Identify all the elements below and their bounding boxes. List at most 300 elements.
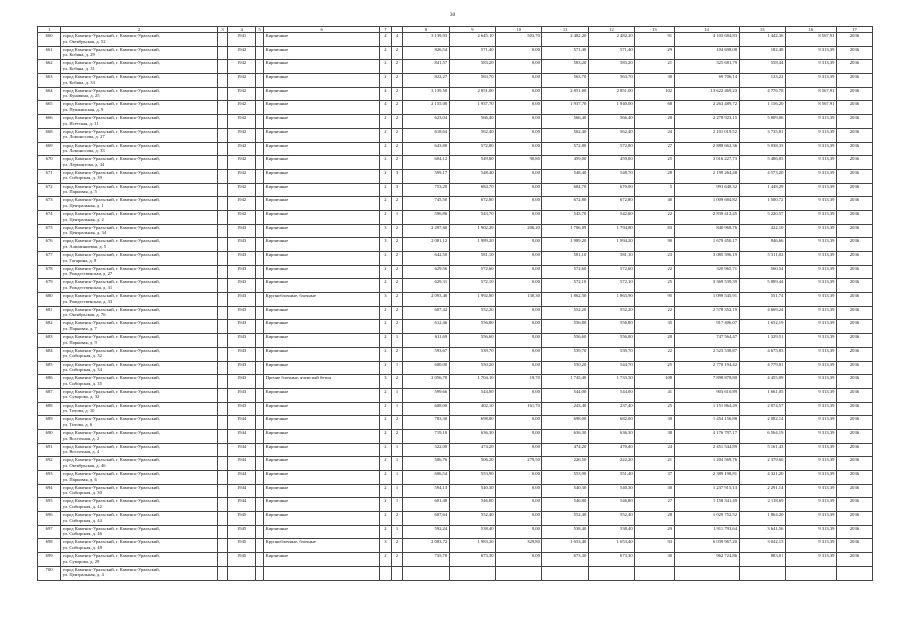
address-line-2: ул. Ломоносова, д. 33 (62, 148, 105, 154)
address-line-2: ул. Октябрьская, д. 52 (62, 38, 106, 44)
table-cell: 2 082,14 (739, 416, 785, 430)
table-cell (61, 429, 218, 443)
table-cell: 563,70 (588, 74, 634, 88)
table-cell: 606,54 (403, 471, 449, 485)
table-cell: 1 156,20 (739, 101, 785, 115)
table-cell: 665 (38, 101, 61, 115)
address-line-2: ул. Парковая, д. 6 (62, 476, 97, 482)
table-cell: 27 (635, 142, 674, 156)
table-cell: 9 313,39 (785, 320, 836, 334)
table-cell: 2 (380, 210, 392, 224)
table-cell: 562,40 (588, 128, 634, 142)
table-cell (61, 539, 218, 553)
address-line-1: город Каменск-Уральский, г. Каменск-Уральский, (62, 512, 160, 518)
table-cell: 700 (38, 566, 61, 580)
table-cell: 1944 (228, 498, 256, 512)
table-cell: 2 (380, 169, 392, 183)
table-cell: Кирпичные (264, 306, 380, 320)
address-line-1: город Каменск-Уральский, г. Каменск-Уральский, (62, 429, 160, 435)
address-line-1: город Каменск-Уральский, г. Каменск-Уральский, (62, 156, 160, 162)
table-cell: 2 (391, 553, 403, 567)
table-cell: 1 940,00 (588, 101, 634, 115)
table-cell: 544,00 (542, 388, 588, 402)
table-cell: 903 610,89 (674, 388, 739, 402)
table-cell (256, 183, 264, 197)
table-cell: 1942 (228, 183, 256, 197)
table-cell: 2 389 198,81 (674, 471, 739, 485)
table-cell: 2036 (836, 388, 872, 402)
table-cell: 4 779,81 (739, 361, 785, 375)
table-cell: 672,80 (588, 197, 634, 211)
table-cell: 698,00 (449, 416, 495, 430)
table-cell: 1 329,51 (739, 334, 785, 348)
table-cell: 2036 (836, 498, 872, 512)
header-cell: 8 (403, 27, 449, 33)
table-cell: 9 313,39 (785, 388, 836, 402)
table-cell: 546,80 (542, 498, 588, 512)
table-cell: 670 (38, 156, 61, 170)
table-cell: 677 (38, 252, 61, 266)
table-cell: 2 (391, 512, 403, 526)
table-cell: 237,40 (588, 402, 634, 416)
table-cell (217, 402, 227, 416)
table-cell (217, 183, 227, 197)
table-cell (61, 484, 218, 498)
table-cell (256, 265, 264, 279)
address-line-1: город Каменск-Уральский, г. Каменск-Уральский, (62, 388, 160, 394)
table-cell (739, 566, 785, 580)
address-line-2: ул. Парковая, д. 9 (62, 339, 97, 345)
table-cell: 0,00 (496, 183, 542, 197)
table-cell: 1945 (228, 539, 256, 553)
table-cell: 2 297,60 (403, 224, 449, 238)
table-cell: 1 (391, 457, 403, 471)
table-cell (674, 566, 739, 580)
table-cell: Кирпичные (264, 498, 380, 512)
table-cell: 9 313,39 (785, 471, 836, 485)
table-cell: 4 (380, 87, 392, 101)
table-cell: 161,70 (496, 402, 542, 416)
address-line-1: город Каменск-Уральский, г. Каменск-Уральский, (62, 498, 160, 504)
table-cell: 1943 (228, 334, 256, 348)
table-cell: 2 278 923,15 (674, 115, 739, 129)
table-cell: 1943 (228, 375, 256, 389)
table-cell: 0,00 (496, 87, 542, 101)
address-line-1: город Каменск-Уральский, г. Каменск-Уральский, (62, 197, 160, 203)
table-cell: Кирпичные (264, 553, 380, 567)
table-cell: 2 (380, 252, 392, 266)
table-cell: 540,30 (449, 484, 495, 498)
table-cell: 1945 (228, 553, 256, 567)
table-cell: 822,27 (403, 74, 449, 88)
table-cell: 566,40 (588, 115, 634, 129)
table-cell: 1942 (228, 197, 256, 211)
table-cell (256, 484, 264, 498)
table-cell: Кирпичные (264, 101, 380, 115)
table-cell (61, 156, 218, 170)
table-row (38, 306, 873, 320)
table-cell: 548,40 (542, 169, 588, 183)
table-cell: 2 101 019,52 (674, 128, 739, 142)
table-cell: 552,20 (588, 306, 634, 320)
table-cell: Кирпичные (264, 87, 380, 101)
table-cell: 9 313,39 (785, 375, 836, 389)
table-cell: 2 (380, 429, 392, 443)
table-cell: 2 (391, 197, 403, 211)
table-cell: 1942 (228, 46, 256, 60)
table-cell: 3 042,13 (739, 539, 785, 553)
address-line-1: город Каменск-Уральский, г. Каменск-Уральский, (62, 60, 160, 66)
table-cell (256, 293, 264, 307)
table-cell: 2 (380, 334, 392, 348)
table-cell: 1944 (228, 416, 256, 430)
table-cell: 9 313,39 (785, 416, 836, 430)
address-line-1: город Каменск-Уральский, г. Каменск-Уральский, (62, 347, 160, 353)
table-cell (61, 183, 218, 197)
table-cell (264, 566, 380, 580)
table-cell (228, 566, 256, 580)
table-cell: 0,00 (496, 306, 542, 320)
table-cell: 0,00 (496, 416, 542, 430)
table-cell: Кирпичные (264, 197, 380, 211)
address-line-2: ул. Сибирская, д. 32 (62, 353, 102, 359)
table-cell (449, 566, 495, 580)
table-cell (217, 429, 227, 443)
table-cell: 2 155,00 (403, 101, 449, 115)
table-row (38, 498, 873, 512)
table-cell: 2 851,00 (542, 87, 588, 101)
table-cell: 5 311,02 (739, 252, 785, 266)
table-cell: 1 992,80 (449, 293, 495, 307)
table-cell: 9 313,39 (785, 156, 836, 170)
table-cell: 182,48 (739, 46, 785, 60)
table-cell (61, 293, 218, 307)
table-cell: 2 (391, 293, 403, 307)
table-row (38, 183, 873, 197)
table-cell: 9 313,39 (785, 457, 836, 471)
table-cell: 556,80 (449, 320, 495, 334)
table-cell: 1 937,70 (542, 101, 588, 115)
table-cell: 556,80 (542, 320, 588, 334)
table-cell: 2 451 544,89 (674, 443, 739, 457)
table-cell: 684,70 (542, 183, 588, 197)
table-cell: 9 313,39 (785, 183, 836, 197)
table-cell: 2 (380, 46, 392, 60)
table-cell: 27 (635, 498, 674, 512)
table-cell: 693 (38, 471, 61, 485)
table-cell: 2 (391, 320, 403, 334)
table-cell: 3 016 227,73 (674, 156, 739, 170)
table-cell: 1 (391, 484, 403, 498)
table-cell: 671 (38, 169, 61, 183)
address-line-1: город Каменск-Уральский, г. Каменск-Уральский, (62, 539, 160, 545)
address-line-2: ул. Центральная, д. 1 (62, 202, 104, 208)
table-cell: 102 (635, 87, 674, 101)
table-cell: 2 578 352,19 (674, 306, 739, 320)
table-cell (61, 553, 218, 567)
table-cell: 9 313,39 (785, 402, 836, 416)
table-cell (217, 156, 227, 170)
table-cell: 1943 (228, 265, 256, 279)
table-cell: 8 567,91 (785, 33, 836, 47)
table-cell: 21 (635, 60, 674, 74)
table-cell (256, 375, 264, 389)
table-cell: 9 313,39 (785, 553, 836, 567)
table-cell (217, 46, 227, 60)
table-cell (217, 498, 227, 512)
table-cell (61, 525, 218, 539)
table-cell: 2 (380, 74, 392, 88)
table-cell: Кирпичные (264, 115, 380, 129)
table-cell (256, 525, 264, 539)
table-cell: 1944 (228, 471, 256, 485)
table-cell: 546,80 (449, 498, 495, 512)
header-cell: 10 (496, 27, 542, 33)
table-cell: 539,70 (449, 347, 495, 361)
table-cell: 1 864,20 (739, 512, 785, 526)
address-line-1: город Каменск-Уральский, г. Каменск-Уральский, (62, 33, 160, 38)
table-cell: 90 (635, 238, 674, 252)
table-cell: 2036 (836, 115, 872, 129)
table-cell: 680 (38, 293, 61, 307)
table-cell: 2036 (836, 60, 872, 74)
table-cell (61, 74, 218, 88)
table-cell: 676 (38, 238, 61, 252)
table-cell: 2 (391, 87, 403, 101)
table-cell: 604,12 (403, 156, 449, 170)
table-cell: 689 (38, 416, 61, 430)
address-line-1: город Каменск-Уральский, г. Каменск-Уральский, (62, 142, 160, 148)
address-line-2: ул. Гагарина, д. 8 (62, 257, 97, 263)
table-cell (256, 142, 264, 156)
table-cell: 678 (38, 265, 61, 279)
table-cell: 2 851,00 (588, 87, 634, 101)
table-cell: 21 (635, 457, 674, 471)
table-cell: 3 (380, 224, 392, 238)
table-cell: 9 313,39 (785, 498, 836, 512)
table-cell (217, 457, 227, 471)
table-cell: 1 (391, 498, 403, 512)
table-cell: 2 645,10 (449, 33, 495, 47)
table-cell: 0,00 (496, 525, 542, 539)
table-cell: 600,00 (403, 361, 449, 375)
table-cell: 2 (380, 197, 392, 211)
table-cell (61, 471, 218, 485)
address-line-1: город Каменск-Уральский, г. Каменск-Уральский, (62, 210, 160, 216)
table-cell: 540,30 (588, 484, 634, 498)
table-cell: 1943 (228, 388, 256, 402)
table-cell: 566,40 (542, 115, 588, 129)
address-line-1: город Каменск-Уральский, г. Каменск-Уральский, (62, 74, 160, 80)
address-line-1: город Каменск-Уральский, г. Каменск-Уральский, (62, 484, 160, 490)
table-cell: 540,30 (542, 484, 588, 498)
table-cell: 551,40 (588, 471, 634, 485)
table-cell: 0,00 (496, 101, 542, 115)
header-cell: 14 (674, 27, 739, 33)
table-cell: 40 (635, 197, 674, 211)
table-row (38, 293, 873, 307)
address-line-1: город Каменск-Уральский, г. Каменск-Уральский, (62, 375, 160, 381)
table-cell (217, 484, 227, 498)
table-cell: 2 482,20 (542, 33, 588, 47)
table-cell: 1943 (228, 361, 256, 375)
table-cell: 543,70 (542, 210, 588, 224)
header-cell: 5 (256, 27, 264, 33)
table-cell: 4 573,20 (739, 169, 785, 183)
table-cell (256, 347, 264, 361)
table-cell: 1 994,20 (588, 238, 634, 252)
table-cell: Кирпичные (264, 238, 380, 252)
table-cell: 1942 (228, 169, 256, 183)
table-cell: 1943 (228, 238, 256, 252)
table-cell: 0,00 (496, 279, 542, 293)
table-cell: 2036 (836, 457, 872, 471)
table-cell: 9 313,39 (785, 429, 836, 443)
table-cell: 9 313,39 (785, 128, 836, 142)
table-cell (256, 553, 264, 567)
table-cell: 1944 (228, 443, 256, 457)
address-line-2: ул. Октябрьская, д. 46 (62, 462, 106, 468)
table-cell: 551,74 (739, 293, 785, 307)
table-cell (256, 169, 264, 183)
table-cell: 1 (391, 334, 403, 348)
table-cell: 95 (635, 293, 674, 307)
table-cell: 1 706,09 (542, 224, 588, 238)
table-cell: 699 (38, 553, 61, 567)
table-cell: 672,80 (449, 197, 495, 211)
table-cell: 28 (635, 512, 674, 526)
address-line-1: город Каменск-Уральский, г. Каменск-Уральский, (62, 402, 160, 408)
table-cell: 0,00 (496, 484, 542, 498)
table-cell: 682 (38, 320, 61, 334)
table-row (38, 74, 873, 88)
table-cell: 18,70 (496, 375, 542, 389)
table-cell: 2 (380, 183, 392, 197)
table-row (38, 471, 873, 485)
table-cell (217, 471, 227, 485)
table-cell: 93 (635, 539, 674, 553)
table-cell: 583,20 (588, 60, 634, 74)
table-cell: 1943 (228, 306, 256, 320)
table-cell: 9 313,39 (785, 74, 836, 88)
address-line-1: город Каменск-Уральский, г. Каменск-Уральский, (62, 320, 160, 326)
table-cell: Кирпичные (264, 74, 380, 88)
table-cell (61, 142, 218, 156)
table-cell: 636,30 (542, 429, 588, 443)
table-cell: 104 698,08 (674, 46, 739, 60)
table-cell (217, 252, 227, 266)
table-cell: 29 (635, 46, 674, 60)
table-cell: 9 313,39 (785, 361, 836, 375)
table-cell: 0,00 (496, 115, 542, 129)
header-cell: 12 (588, 27, 634, 33)
table-cell: 685 (38, 361, 61, 375)
table-cell (256, 74, 264, 88)
table-cell: 840 968,76 (674, 224, 739, 238)
table-cell: 664 (38, 87, 61, 101)
header-cell: 17 (836, 27, 872, 33)
address-line-2: ул. Кобяна, д. 33 (62, 79, 95, 85)
table-cell: 623,04 (403, 115, 449, 129)
table-cell: 692 (38, 457, 61, 471)
table-cell: 2 (391, 238, 403, 252)
address-line-2: ул. Сибирская, д. 39 (62, 175, 102, 181)
header-cell: 3 (217, 27, 227, 33)
table-cell: 522,00 (403, 443, 449, 457)
table-row (38, 46, 873, 60)
address-line-1: город Каменск-Уральский, г. Каменск-Уральский, (62, 46, 160, 52)
address-line-1: город Каменск-Уральский, г. Каменск-Уральский, (62, 265, 160, 271)
table-cell: 0,00 (496, 553, 542, 567)
table-cell: 28 (635, 115, 674, 129)
table-cell: Кирпичные (264, 33, 380, 47)
table-cell (217, 74, 227, 88)
table-row (38, 210, 873, 224)
table-cell: 629,31 (403, 279, 449, 293)
table-cell: 5 486,05 (739, 156, 785, 170)
table-cell: 1945 (228, 512, 256, 526)
table-cell: 4 669,24 (739, 306, 785, 320)
address-line-2: ул. Рождественская, д. 31 (62, 284, 113, 290)
address-line-2: ул. Рождественская, д. 33 (62, 298, 113, 304)
table-cell: 2036 (836, 252, 872, 266)
address-line-2: ул. Кобяна, д. 31 (62, 65, 95, 71)
table-cell: 618,64 (403, 128, 449, 142)
table-cell: 1944 (228, 457, 256, 471)
address-line-2: ул. Сибирская, д. 42 (62, 503, 102, 509)
address-line-1: город Каменск-Уральский, г. Каменск-Уральский, (62, 293, 160, 299)
table-cell: 2 (380, 553, 392, 567)
table-cell: 543,70 (449, 210, 495, 224)
table-row (38, 265, 873, 279)
address-line-2: ул. Сибирская, д. 30 (62, 490, 102, 496)
table-cell: 553,90 (542, 471, 588, 485)
table-cell: 2 (391, 60, 403, 74)
table-cell: 0,00 (496, 210, 542, 224)
table-cell (61, 60, 218, 74)
table-cell (256, 429, 264, 443)
table-cell: 2 (380, 484, 392, 498)
address-line-2: ул. Титова, д. 10 (62, 408, 95, 414)
table-cell: 9 313,39 (785, 484, 836, 498)
table-cell: 698,00 (542, 416, 588, 430)
address-line-1: город Каменск-Уральский, г. Каменск-Уральский, (62, 471, 160, 476)
table-row (38, 457, 873, 471)
table-cell: 5 809,06 (739, 115, 785, 129)
table-cell: 2036 (836, 33, 872, 47)
table-cell: 2 (380, 443, 392, 457)
table-cell: 22 (635, 306, 674, 320)
table-cell: 9 313,39 (785, 252, 836, 266)
table-row (38, 142, 873, 156)
address-line-1: город Каменск-Уральский, г. Каменск-Уральский, (62, 443, 160, 449)
table-cell: 2 (391, 115, 403, 129)
table-cell: 550,20 (449, 361, 495, 375)
table-cell (256, 471, 264, 485)
address-line-2: ул. Сибирская, д. 44 (62, 517, 102, 523)
table-cell: 3 (380, 238, 392, 252)
table-cell: 9 313,39 (785, 334, 836, 348)
table-cell: 6 564,19 (739, 429, 785, 443)
table-cell (217, 265, 227, 279)
table-row (38, 361, 873, 375)
table-cell (217, 361, 227, 375)
table-cell: 503,70 (496, 33, 542, 47)
table-cell: 552,40 (542, 512, 588, 526)
table-cell: 594,13 (403, 484, 449, 498)
table-row (38, 512, 873, 526)
table-cell: 30 (635, 553, 674, 567)
